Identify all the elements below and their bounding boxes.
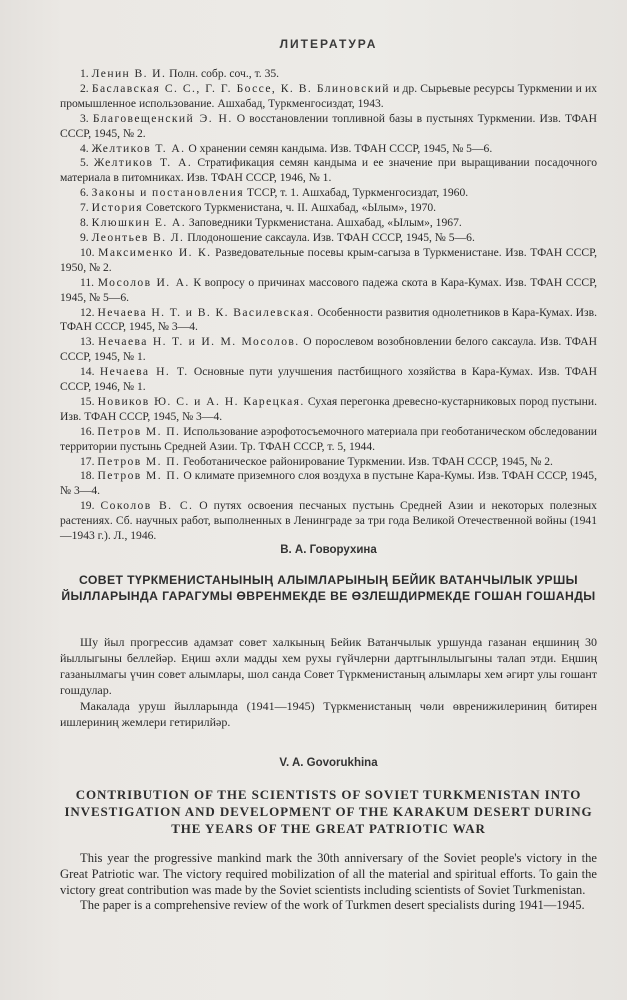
reference-author: История: [91, 201, 143, 215]
reference-author: Леонтьев В. Л.: [91, 230, 185, 244]
reference-author: Клюшкин Е. А.: [91, 216, 187, 230]
reference-item: [60, 469, 597, 499]
reference-text: Советского Туркменистана, ч. II. Ашхабад, «Ылым», 1970.: [145, 201, 437, 215]
reference-text: Использование аэрофотосъемочного материала при геоботаническом обследовании территории пустынь Средней Азии. Тр. ТФАН СССР, т. 5, 1944.: [60, 424, 597, 453]
reference-number: 3.: [80, 111, 89, 125]
abstract-paragraph: Шу йыл прогрессив адамзат совет халкының Бейик Ватанчылык уршунда газанан еңшиниң 30 йыллыгыны беллейәр. Еңиш әхли мадды хем рухы гүйчлерни дартгынлылыгыны талап этди. Еңшиң газанылмагы үчин совет алымлары, шол санда Совет Түркменистаның алымлары хем әгирт улы гошант гошдулар.: [60, 635, 597, 697]
literature-heading: ЛИТЕРАТУРА: [279, 37, 378, 51]
reference-text: Особенности развития однолетников в Кара-Кумах. Изв. ТФАН СССР, 1945, № 3—4.: [60, 305, 597, 334]
abstract-english: [60, 851, 597, 914]
reference-item: [60, 82, 597, 112]
reference-number: 5.: [80, 156, 89, 170]
reference-author: Новиков Ю. С. и А. Н. Карецкая.: [97, 394, 305, 408]
reference-author: Нечаева Н. Т. и И. М. Мосолов.: [98, 335, 300, 349]
article-title-english: CONTRIBUTION OF THE SCIENTISTS OF SOVIET TURKMENISTAN INTO INVESTIGATION AND DEVELOPMENT OF THE KARAKUM DESERT DURING THE YEARS OF THE GREAT PATRIOTIC WAR: [64, 787, 593, 836]
reference-number: 10.: [80, 245, 95, 259]
reference-text: Сухая перегонка древесно-кустарниковых пород пустыни. Изв. ТФАН СССР, 1945, № 3—4.: [60, 394, 597, 423]
reference-item: [60, 112, 597, 142]
reference-item: [60, 156, 597, 186]
reference-text: О путях освоения песчаных пустынь Средней Азии и некоторых полезных растениях. Сб. научных работ, выполненных в Ленинграде за три года Великой Отечественной войны (1941—1943 г.). Л., 1946.: [60, 499, 597, 543]
reference-author: Нечаева Н. Т.: [99, 365, 189, 379]
reference-number: 9.: [80, 230, 89, 244]
reference-author: Нечаева Н. Т. и В. К. Василевская.: [97, 305, 315, 319]
reference-author: Желтиков Т. А.: [91, 141, 186, 155]
reference-text: О порослевом возобновлении белого саксаула. Изв. ТФАН СССР, 1945, № 1.: [60, 335, 597, 364]
reference-author: Баславская С. С., Г. Г. Боссе, К. В. Блиновский: [91, 81, 390, 95]
reference-text: и др. Сырьевые ресурсы Туркмении и их промышленное использование. Ашхабад, Туркменгосиздат, 1943.: [60, 81, 598, 110]
reference-number: 15.: [80, 394, 95, 408]
abstract-turkmen: [60, 634, 597, 730]
reference-author: Петров М. П.: [97, 424, 181, 438]
abstract-paragraph: Макалада уруш йылларында (1941—1945) Түркменистаның чөли өвренижилериниң битирен ишлериниң жемлери гетирилйәр.: [60, 699, 597, 729]
reference-author: Благовещенский Э. Н.: [92, 111, 233, 125]
reference-item: [60, 142, 597, 157]
reference-text: Разведовательные посевы крым-сагыза в Туркменистане. Изв. ТФАН СССР, 1950, № 2.: [60, 245, 598, 274]
reference-number: 12.: [80, 305, 95, 319]
reference-text: Геоботаническое районирование Туркмении. Изв. ТФАН СССР, 1945, № 2.: [183, 454, 553, 468]
reference-author: Петров М. П.: [97, 454, 181, 468]
reference-number: 6.: [80, 186, 89, 200]
article-title-turkmen: СОВЕТ ТҮРКМЕНИСТАНЫНЫҢ АЛЫМЛАРЫНЫҢ БЕЙИК ВАТАНЧЫЛЫК УРШЫ ЙЫЛЛАРЫНДА ГАРАГУМЫ ӨВРЕНМЕКДЕ ВЕ ӨЗЛЕШДИРМЕКДЕ ГОШАН ГОШАНДЫ: [61, 573, 596, 603]
reference-item: [60, 425, 597, 455]
reference-item: [60, 231, 597, 246]
reference-number: 1.: [80, 67, 89, 80]
reference-text: К вопросу о причинах массового падежа скота в Кара-Кумах. Изв. ТФАН СССР, 1945, № 5—6.: [60, 275, 597, 304]
reference-author: Мосолов И. А.: [97, 275, 190, 289]
reference-text: О климате приземного слоя воздуха в пустыне Кара-Кумы. Изв. ТФАН СССР, 1945, № 3—4.: [60, 469, 597, 498]
reference-item: [60, 455, 597, 470]
reference-number: 17.: [80, 454, 95, 468]
author-name-english: V. A. Govorukhina: [279, 757, 378, 769]
reference-item: [60, 201, 597, 216]
reference-text: Заповедники Туркменистана. Ашхабад, «Ылым», 1967.: [188, 216, 462, 230]
reference-text: Основные пути улучшения пастбищного хозяйства в Кара-Кумах. Изв. ТФАН СССР, 1946, № 1.: [60, 365, 597, 394]
reference-number: 2.: [80, 81, 89, 95]
reference-author: Ленин В. И.: [91, 67, 167, 80]
reference-number: 11.: [80, 275, 95, 289]
reference-number: 19.: [80, 499, 95, 513]
reference-item: [60, 246, 597, 276]
author-name-russian: В. А. Говорухина: [280, 544, 377, 556]
reference-text: О хранении семян кандыма. Изв. ТФАН СССР, 1945, № 5—6.: [188, 141, 493, 155]
reference-item: [60, 335, 597, 365]
reference-author: Максименко И. К.: [98, 245, 212, 259]
reference-author: Петров М. П.: [97, 469, 181, 483]
reference-number: 18.: [80, 469, 95, 483]
reference-item: [60, 67, 597, 82]
reference-item: [60, 395, 597, 425]
reference-author: Законы и постановления: [91, 186, 244, 200]
reference-item: [60, 186, 597, 201]
reference-text: ТССР, т. 1. Ашхабад, Туркменгосиздат, 1960.: [246, 186, 469, 200]
reference-item: [60, 365, 597, 395]
reference-text: О восстановлении топливной базы в пустынях Туркмении. Изв. ТФАН СССР, 1945, № 2.: [60, 111, 597, 140]
abstract-paragraph: The paper is a comprehensive review of the work of Turkmen desert specialists during 1941—1945.: [80, 898, 585, 913]
reference-item: [60, 216, 597, 231]
reference-item: [60, 306, 597, 336]
reference-number: 8.: [80, 216, 89, 230]
reference-number: 7.: [80, 201, 89, 215]
reference-author: Соколов В. С.: [100, 499, 194, 513]
reference-item: [60, 276, 597, 306]
reference-number: 4.: [80, 141, 89, 155]
reference-item: [60, 499, 597, 544]
reference-number: 13.: [80, 335, 95, 349]
reference-list: [60, 67, 597, 544]
reference-text: Полн. собр. соч., т. 35.: [169, 67, 280, 80]
reference-text: Стратификация семян кандыма и ее значение при выращивании посадочного материала в питомниках. Изв. ТФАН СССР, 1946, № 1.: [60, 156, 597, 185]
abstract-paragraph: This year the progressive mankind mark the 30th anniversary of the Soviet people's victory in the Great Patriotic war. The victory required mobilization of all the material and spiritual efforts. To gain the victory great contribution was made by the Soviet scientists including scientists of Soviet Turkmenistan.: [60, 851, 597, 897]
reference-text: Плодоношение саксаула. Изв. ТФАН СССР, 1945, № 5—6.: [187, 230, 475, 244]
reference-number: 16.: [80, 424, 95, 438]
reference-number: 14.: [80, 365, 95, 379]
reference-author: Желтиков Т. А.: [93, 156, 193, 170]
